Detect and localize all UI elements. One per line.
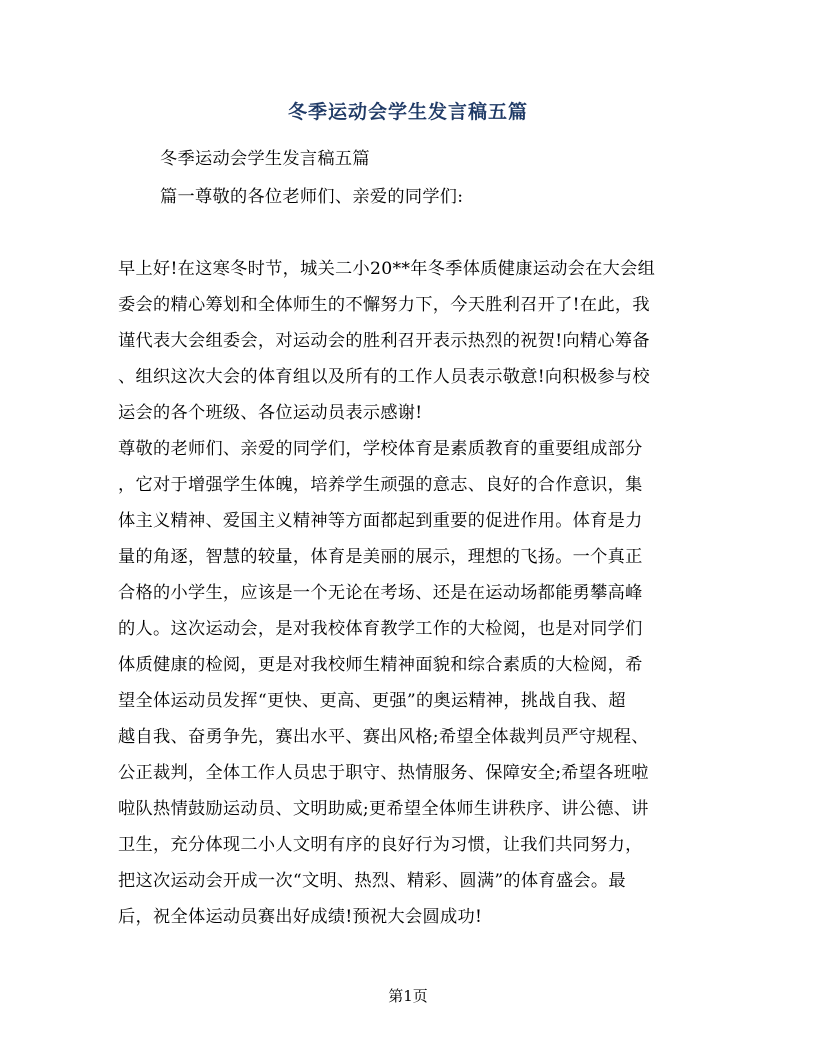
body-line: 合格的小学生，应该是一个无论在考场、还是在运动场都能勇攀高峰: [118, 583, 643, 603]
body-line: 体主义精神、爱国主义精神等方面都起到重要的促进作用。体育是力: [118, 511, 643, 531]
body-line: 谨代表大会组委会，对运动会的胜利召开表示热烈的祝贺!向精心筹备: [118, 331, 650, 351]
document-subtitle: 冬季运动会学生发言稿五篇: [160, 149, 370, 169]
document-intro: 篇一尊敬的各位老师们、亲爱的同学们:: [160, 187, 464, 207]
body-line: 公正裁判，全体工作人员忠于职守、热情服务、保障安全;希望各班啦: [118, 763, 649, 783]
body-line: 体质健康的检阅，更是对我校师生精神面貌和综合素质的大检阅，希: [118, 655, 643, 675]
body-line: ，它对于增强学生体魄，培养学生顽强的意志、良好的合作意识，集: [118, 475, 643, 495]
body-line: 的人。这次运动会，是对我校体育教学工作的大检阅，也是对同学们: [118, 619, 643, 639]
body-line: 、组织这次大会的体育组以及所有的工作人员表示敬意!向积极参与校: [118, 367, 650, 387]
body-line: 后，祝全体运动员赛出好成绩!预祝大会圆成功!: [118, 907, 483, 927]
body-line: 运会的各个班级、各位运动员表示感谢!: [118, 403, 423, 423]
document-title: 冬季运动会学生发言稿五篇: [287, 101, 528, 123]
body-line: 望全体运动员发挥“更快、更高、更强”的奥运精神，挑战自我、超: [118, 691, 626, 711]
body-line: 啦队热情鼓励运动员、文明助威;更希望全体师生讲秩序、讲公德、讲: [118, 799, 649, 819]
body-line: 越自我、奋勇争先，赛出水平、赛出风格;希望全体裁判员严守规程、: [118, 727, 649, 747]
body-line: 量的角逐，智慧的较量，体育是美丽的展示，理想的飞扬。一个真正: [118, 547, 643, 567]
body-line: 把这次运动会开成一次“文明、热烈、精彩、圆满”的体育盛会。最: [118, 871, 626, 891]
page-number: 第1页: [388, 987, 428, 1005]
body-line: 委会的精心筹划和全体师生的不懈努力下，今天胜利召开了!在此，我: [118, 295, 650, 315]
body-line: 卫生，充分体现二小人文明有序的良好行为习惯，让我们共同努力，: [118, 835, 643, 855]
body-line: 早上好!在这寒冬时节，城关二小20**年冬季体质健康运动会在大会组: [118, 259, 656, 279]
body-line: 尊敬的老师们、亲爱的同学们，学校体育是素质教育的重要组成部分: [118, 439, 643, 459]
